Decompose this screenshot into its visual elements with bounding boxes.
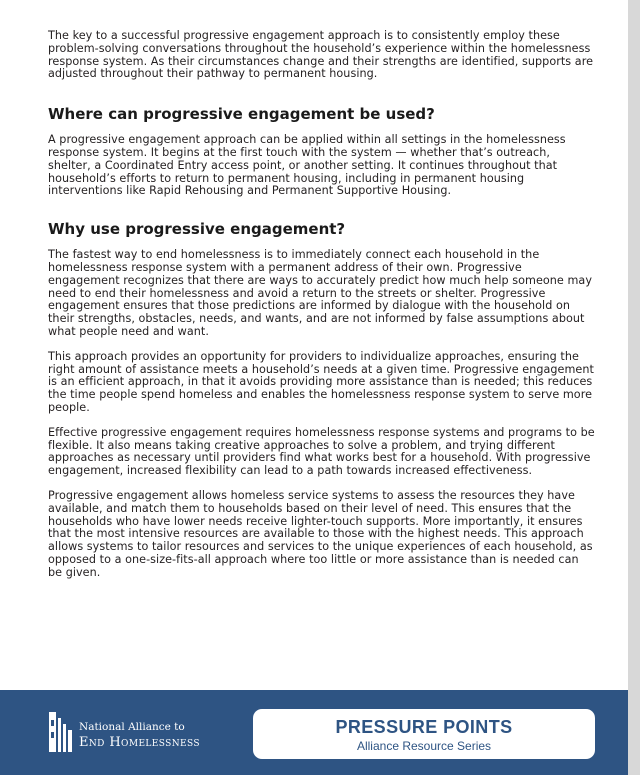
page-edge	[628, 0, 640, 775]
section-why-paragraph-3: Effective progressive engagement requires homelessness response systems and programs to be flexible. It also means taking creative approaches to solve a problem, and trying different approaches as necessary until providers find what works best for a household. With progressive engagement, increased flexibility can lead to a path towards increased effectiveness.	[48, 425, 595, 478]
logo-text-line2: End Homelessness	[79, 735, 200, 750]
footer-banner	[0, 690, 628, 775]
series-title: PRESSURE POINTS	[335, 717, 513, 737]
series-title-box	[253, 709, 595, 759]
section-why-paragraph-1: The fastest way to end homelessness is to immediately connect each household in the homelessness response system with a permanent address of their own. Progressive engagement recognizes that there are ways to accurately predict how much help someone may need to end their homelessness and avoid a return to the streets or shelter. Progressive engagement ensures that those predictions are informed by dialogue with the household on their strengths, obstacles, needs, and wants, and are not informed by false assumptions about what people need and want.	[48, 248, 592, 338]
alliance-logo	[48, 710, 228, 758]
document-body	[48, 30, 596, 580]
section-why-paragraph-2: This approach provides an opportunity for providers to individualize approaches, ensuring the right amount of assistance meets a household’s needs at a given time. Progressive engagement is an efficient approach, in that it avoids providing more assistance than is needed; this reduces the time people spend homeless and enables the homelessness response system to serve more people.	[48, 349, 594, 414]
building-logo-icon	[48, 710, 74, 754]
series-subtitle: Alliance Resource Series	[356, 739, 492, 753]
section-why-paragraph-4: Progressive engagement allows homeless service systems to assess the resources they have available, and match them to households based on their level of need. This ensures that the households who have lower needs receive lighter-touch supports. More importantly, it ensures that the most intensive resources are available to those with the highest needs. This approach allows systems to tailor resources and services to the unique experiences of each household, as opposed to a one-size-fits-all approach where too little or more assistance than is needed can be given.	[48, 488, 593, 579]
section-heading-where: Where can progressive engagement be used?	[48, 105, 435, 124]
section-heading-why: Why use progressive engagement?	[48, 220, 346, 239]
intro-paragraph: The key to a successful progressive engagement approach is to consistently employ these problem-solving conversations throughout the household’s experience within the homelessness response system. As their circumstances change and their strengths are identified, supports are adjusted throughout their pathway to permanent housing.	[48, 29, 594, 81]
logo-text-line1: National Alliance to	[79, 721, 185, 733]
section-where-paragraph: A progressive engagement approach can be applied within all settings in the homelessness response system. It begins at the first touch with the system — whether that’s outreach, shelter, a Coordinated Entry access point, or another setting. It continues throughout that household’s efforts to return to permanent housing, including in permanent housing interventions like Rapid Rehousing and Permanent Supportive Housing.	[48, 133, 566, 198]
section-spacer	[48, 198, 596, 220]
